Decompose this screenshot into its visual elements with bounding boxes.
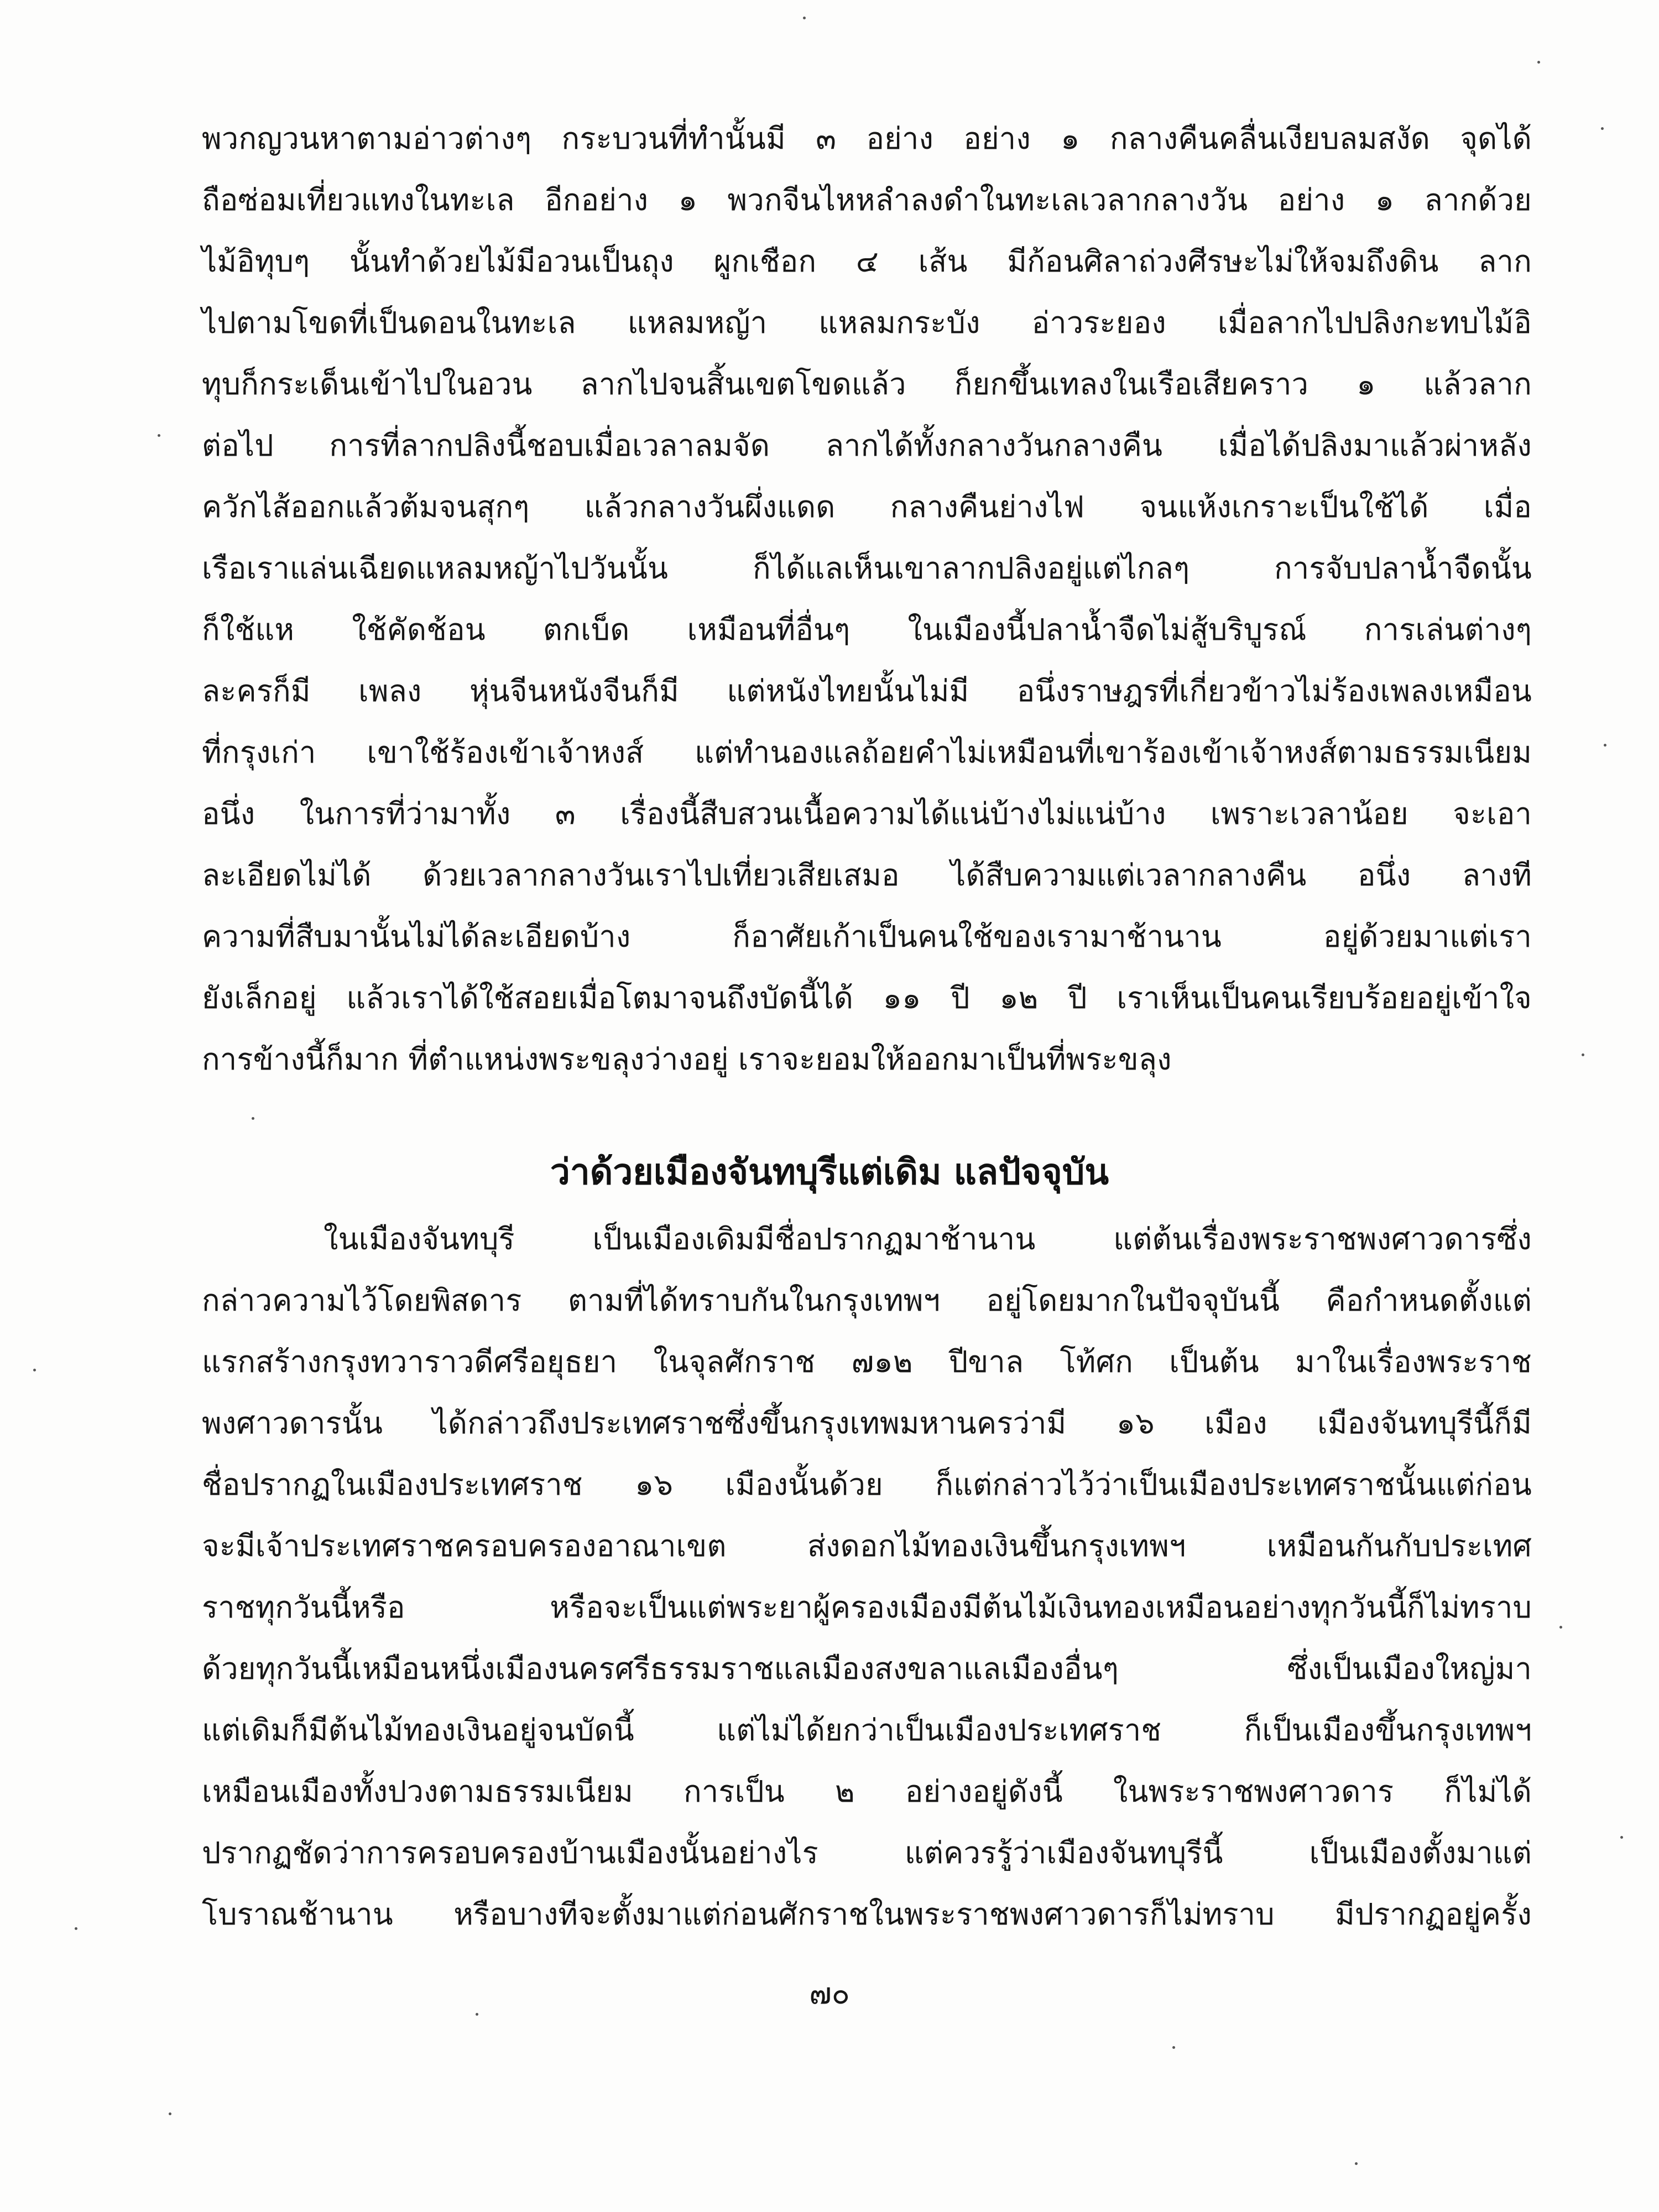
text-line: การข้างนี้ก็มาก ที่ตำแหน่งพระขลุงว่างอยู่ เราจะยอมให้ออกมาเป็นที่พระขลุง: [202, 1042, 1172, 1077]
scan-speck: [33, 1369, 36, 1371]
text-line: ไปตามโขดที่เป็นดอนในทะเล แหลมหญ้า แหลมกระบัง อ่าวระยอง เมื่อลากไปปลิงกะทบไม้อิ: [202, 305, 1532, 340]
text-line: เหมือนเมืองทั้งปวงตามธรรมเนียม การเป็น ๒ อย่างอยู่ดังนี้ ในพระราชพงศาวดาร ก็ไม่ได้: [202, 1774, 1532, 1809]
text-line: ละครก็มี เพลง หุ่นจีนหนังจีนก็มี แต่หนังไทยนั้นไม่มี อนึ่งราษฎรที่เกี่ยวข้าวไม่ร้องเพลงเหมือน: [202, 674, 1532, 708]
paragraph-continued: [202, 108, 1532, 1090]
text-line: พวกญวนหาตามอ่าวต่างๆ กระบวนที่ทำนั้นมี ๓ อย่าง อย่าง ๑ กลางคืนคลื่นเงียบลมสงัด จุดได้: [202, 121, 1532, 156]
text-line: ถือซ่อมเที่ยวแทงในทะเล อีกอย่าง ๑ พวกจีนไหหลำลงดำในทะเลเวลากลางวัน อย่าง ๑ ลากด้วย: [202, 182, 1532, 217]
scan-speck: [75, 1927, 77, 1930]
text-line: พงศาวดารนั้น ได้กล่าวถึงประเทศราชซึ่งขึ้นกรุงเทพมหานครว่ามี ๑๖ เมือง เมืองจันทบุรีนี้ก็มี: [202, 1406, 1532, 1441]
text-line: ที่กรุงเก่า เขาใช้ร้องเข้าเจ้าหงส์ แต่ทำนองแลถ้อยคำไม่เหมือนที่เขาร้องเข้าเจ้าหงส์ตามธรรมเนียม: [202, 735, 1532, 770]
text-line: ด้วยทุกวันนี้เหมือนหนึ่งเมืองนครศรีธรรมราชแลเมืองสงขลาแลเมืองอื่นๆ ซึ่งเป็นเมืองใหญ่มา: [202, 1651, 1532, 1686]
text-line: จะมีเจ้าประเทศราชครอบครองอาณาเขต ส่งดอกไม้ทองเงินขึ้นกรุงเทพฯ เหมือนกันกับประเทศ: [202, 1528, 1532, 1563]
text-line: ละเอียดไม่ได้ ด้วยเวลากลางวันเราไปเที่ยวเสียเสมอ ได้สืบความแต่เวลากลางคืน อนึ่ง ลางที: [202, 858, 1532, 893]
text-line: ยังเล็กอยู่ แล้วเราได้ใช้สอยเมื่อโตมาจนถึงบัดนี้ได้ ๑๑ ปี ๑๒ ปี เราเห็นเป็นคนเรียบร้อยอยู่เข้าใจ: [202, 980, 1532, 1015]
text-line: อนึ่ง ในการที่ว่ามาทั้ง ๓ เรื่องนี้สืบสวนเนื้อความได้แน่บ้างไม่แน่บ้าง เพราะเวลาน้อย จะเอา: [202, 796, 1532, 831]
text-line: ต่อไป การที่ลากปลิงนี้ชอบเมื่อเวลาลมจัด ลากได้ทั้งกลางวันกลางคืน เมื่อได้ปลิงมาแล้วผ่าหลัง: [202, 428, 1532, 463]
scan-speck: [803, 17, 806, 19]
scan-speck: [1604, 744, 1606, 747]
text-line: ปรากฏชัดว่าการครอบครองบ้านเมืองนั้นอย่างไร แต่ควรรู้ว่าเมืองจันทบุรีนี้ เป็นเมืองตั้งมาแต่: [202, 1835, 1532, 1870]
text-line: แรกสร้างกรุงทวาราวดีศรีอยุธยา ในจุลศักราช ๗๑๒ ปีขาล โท้ศก เป็นต้น มาในเรื่องพระราช: [202, 1344, 1532, 1379]
scan-speck: [169, 2112, 171, 2115]
text-line: ชื่อปรากฏในเมืองประเทศราช ๑๖ เมืองนั้นด้วย ก็แต่กล่าวไว้ว่าเป็นเมืองประเทศราชนั้นแต่ก่อน: [202, 1467, 1532, 1502]
scan-speck: [1559, 1626, 1562, 1629]
text-line: โบราณช้านาน หรือบางทีจะตั้งมาแต่ก่อนศักราชในพระราชพงศาวดารก็ไม่ทราบ มีปรากฏอยู่ครั้ง: [202, 1897, 1532, 1932]
text-line: ทุบก็กระเด็นเข้าไปในอวน ลากไปจนสิ้นเขตโขดแล้ว ก็ยกขึ้นเทลงในเรือเสียคราว ๑ แล้วลาก: [202, 367, 1532, 401]
text-line: ควักไส้ออกแล้วต้มจนสุกๆ แล้วกลางวันผึ่งแดด กลางคืนย่างไฟ จนแห้งเกราะเป็นใช้ได้ เมื่อ: [202, 489, 1532, 524]
text-line: กล่าวความไว้โดยพิสดาร ตามที่ได้ทราบกันในกรุงเทพฯ อยู่โดยมากในปัจจุบันนี้ คือกำหนดตั้งแต่: [202, 1283, 1532, 1318]
scan-speck: [1620, 1836, 1623, 1839]
scan-speck: [1537, 61, 1540, 64]
page-number: ๗๐: [809, 1976, 850, 2011]
scan-speck: [476, 2013, 478, 2016]
text-line: ความที่สืบมานั้นไม่ได้ละเอียดบ้าง ก็อาศัยเก้าเป็นคนใช้ของเรามาช้านาน อยู่ด้วยมาแต่เรา: [202, 919, 1532, 954]
scan-speck: [1601, 127, 1604, 130]
text-line: เรือเราแล่นเฉียดแหลมหญ้าไปวันนั้น ก็ได้แลเห็นเขาลากปลิงอยู่แต่ไกลๆ การจับปลาน้ำจืดนั้น: [202, 551, 1532, 586]
paragraph-chanthaburi: [202, 1208, 1532, 1945]
text-line: ก็ใช้แห ใช้คัดช้อน ตกเบ็ด เหมือนที่อื่นๆ ในเมืองนี้ปลาน้ำจืดไม่สู้บริบูรณ์ การเล่นต่างๆ: [202, 612, 1532, 647]
text-line: แต่เดิมก็มีต้นไม้ทองเงินอยู่จนบัดนี้ แต่ไม่ได้ยกว่าเป็นเมืองประเทศราช ก็เป็นเมืองขึ้นกรุงเทพฯ: [202, 1713, 1532, 1747]
text-line: ในเมืองจันทบุรี เป็นเมืองเดิมมีชื่อปรากฏมาช้านาน แต่ต้นเรื่องพระราชพงศาวดารซึ่ง: [324, 1222, 1532, 1256]
text-line: ไม้อิทุบๆ นั้นทำด้วยไม้มีอวนเป็นถุง ผูกเชือก ๔ เส้น มีก้อนศิลาถ่วงศีรษะไม่ให้จมถึงดิน ลาก: [202, 244, 1532, 279]
scan-speck: [1582, 1053, 1584, 1056]
scan-speck: [158, 434, 160, 437]
text-line: ราชทุกวันนี้หรือ หรือจะเป็นแต่พระยาผู้ครองเมืองมีต้นไม้เงินทองเหมือนอย่างทุกวันนี้ก็ไม่ทราบ: [202, 1590, 1532, 1625]
scan-speck: [1355, 2162, 1358, 2165]
section-heading: ว่าด้วยเมืองจันทบุรีแต่เดิม แลปัจจุบัน: [550, 1152, 1109, 1193]
scan-speck: [1172, 2046, 1175, 2049]
scan-speck: [252, 1117, 254, 1120]
